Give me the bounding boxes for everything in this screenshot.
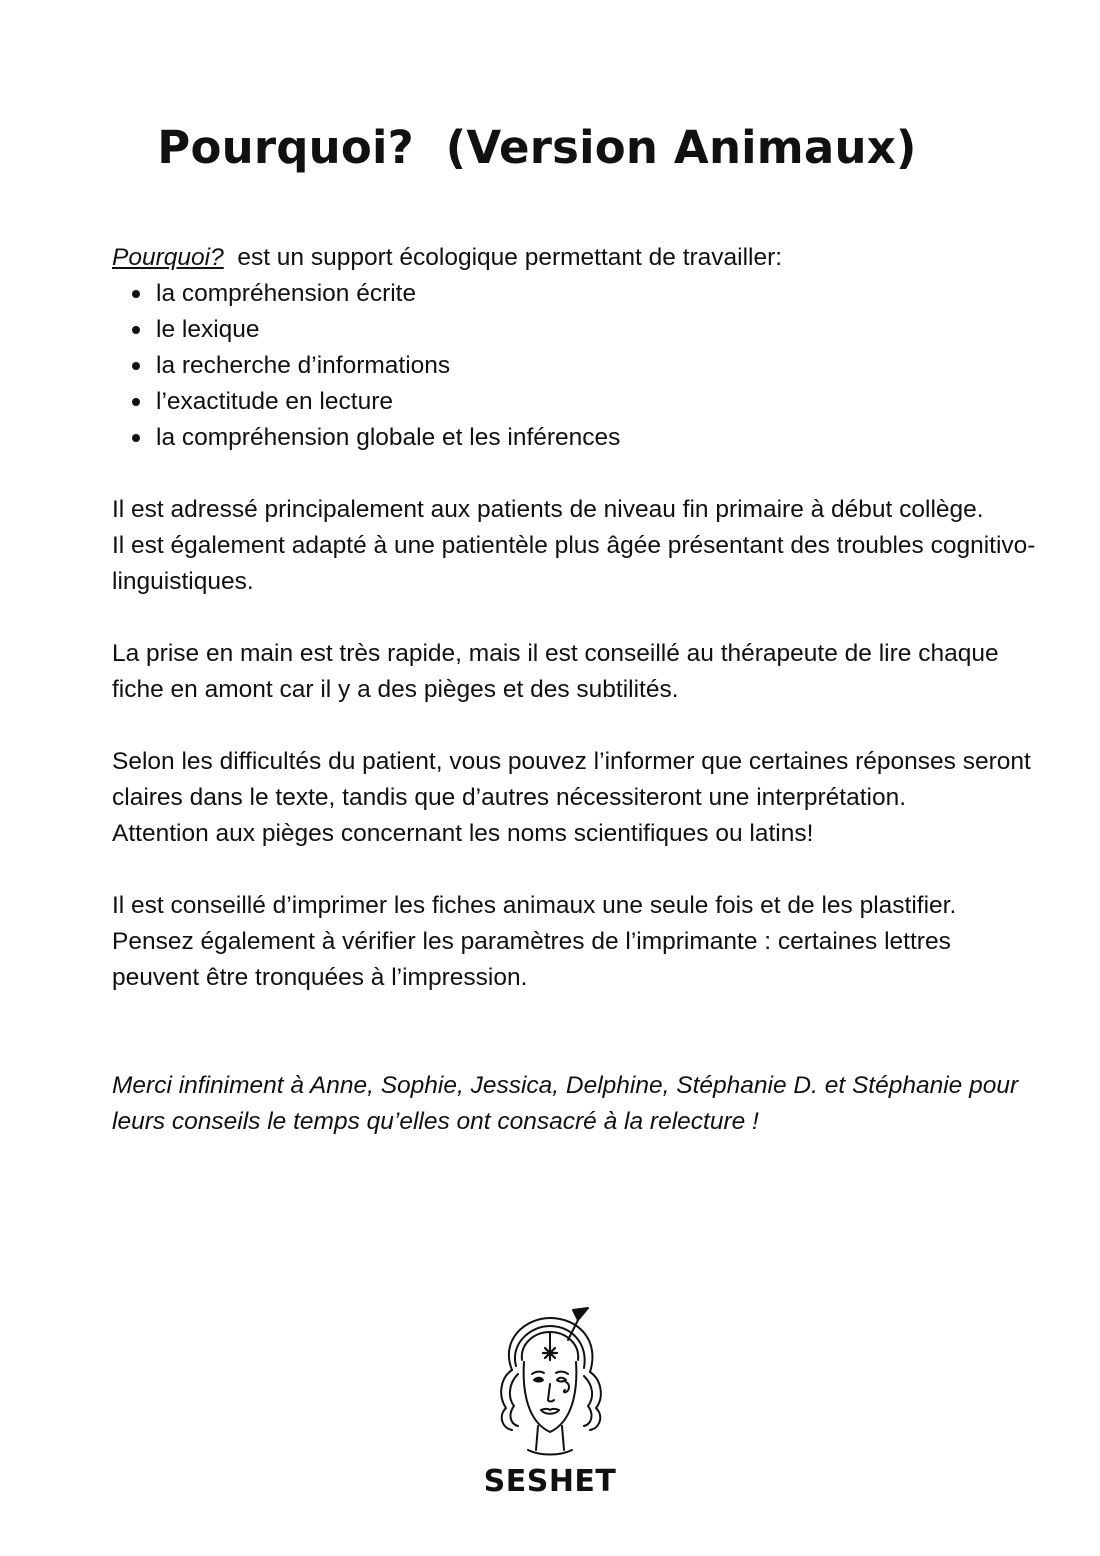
- audience-paragraph-2: Il est également adapté à une patientèle plus âgée présentant des troubles cognitivo-linguistiques.: [112, 532, 1036, 595]
- usage-paragraph: La prise en main est très rapide, mais il est conseillé au thérapeute de lire chaque fiche en amont car il y a des pièges et des subtilités.: [112, 640, 999, 703]
- seshet-goddess-face-icon: [470, 1300, 630, 1460]
- audience-paragraph-1: Il est adressé principalement aux patients de niveau fin primaire à début collège.: [112, 496, 984, 523]
- printing-paragraph-2: Pensez également à vérifier les paramètres de l’imprimante : certaines lettres peuvent être tronquées à l’impression.: [112, 928, 951, 991]
- difficulties-paragraph-2: Attention aux pièges concernant les noms scientifiques ou latins!: [112, 820, 814, 847]
- difficulties-paragraph-1: Selon les difficultés du patient, vous pouvez l’informer que certaines réponses seront claires dans le texte, tandis que d’autres nécessiteront une interprétation.: [112, 748, 1031, 811]
- list-item: le lexique: [156, 312, 1042, 348]
- intro-paragraph: [112, 240, 1042, 276]
- document-body: [112, 240, 1042, 1140]
- page-title: Pourquoi? (Version Animaux): [157, 121, 917, 174]
- skills-list: [112, 276, 1042, 456]
- printing-paragraph-1: Il est conseillé d’imprimer les fiches animaux une seule fois et de les plastifier.: [112, 892, 957, 919]
- thanks-section: [112, 1068, 1042, 1140]
- intro-text: est un support écologique permettant de travailler:: [223, 244, 783, 271]
- list-item: la compréhension écrite: [156, 276, 1042, 312]
- intro-doc-name: Pourquoi?: [112, 244, 224, 271]
- brand-name: SESHET: [483, 1464, 617, 1499]
- list-item: l’exactitude en lecture: [156, 384, 1042, 420]
- thanks-paragraph: Merci infiniment à Anne, Sophie, Jessica, Delphine, Stéphanie D. et Stéphanie pour leurs conseils le temps qu’elles ont consacré à la relecture !: [112, 1072, 1019, 1135]
- list-item: la compréhension globale et les inférences: [156, 420, 1042, 456]
- list-item: la recherche d’informations: [156, 348, 1042, 384]
